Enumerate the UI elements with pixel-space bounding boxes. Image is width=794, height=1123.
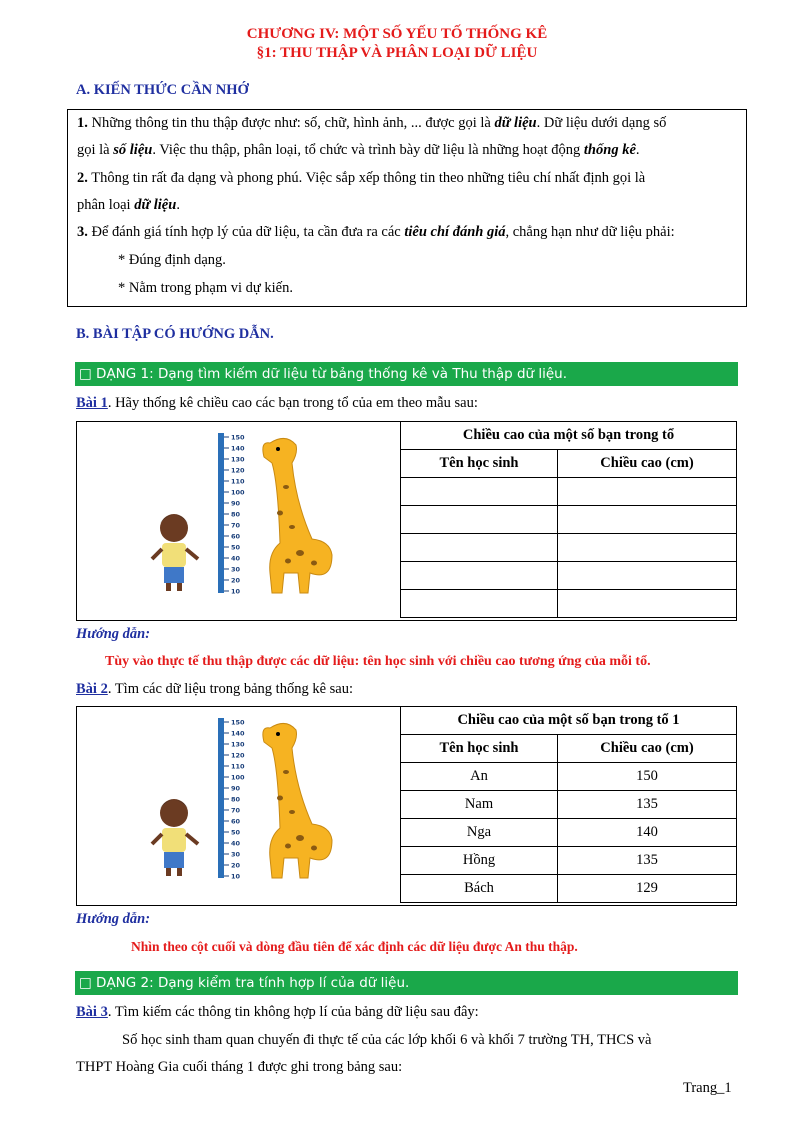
student-name: Nga [401, 819, 558, 847]
column-header-name: Tên học sinh [401, 450, 558, 478]
ruler-tick-label: 30 [231, 565, 241, 574]
criterion-range: * Nằm trong phạm vi dự kiến. [118, 280, 293, 296]
empty-cell[interactable] [558, 562, 737, 590]
ruler-tick-label: 20 [231, 576, 241, 585]
measuring-ruler [218, 718, 245, 881]
guide-1-label: Hướng dẫn: [76, 626, 151, 642]
empty-cell[interactable] [558, 506, 737, 534]
ruler-tick-label: 140 [231, 729, 245, 738]
ruler-tick-label: 120 [231, 751, 245, 760]
guide-2-text: Nhìn theo cột cuối và dòng đầu tiên để xác định các dữ liệu được An thu thập. [131, 939, 578, 954]
text-run: phân loại [77, 197, 135, 213]
text-run: , chẳng hạn như dữ liệu phải: [505, 224, 675, 240]
page-number: Trang_1 [683, 1080, 732, 1096]
student-name: Nam [401, 791, 558, 819]
column-header-height: Chiều cao (cm) [558, 450, 737, 478]
exercise-2-text: . Tìm các dữ liệu trong bảng thống kê sau: [107, 681, 354, 697]
ruler-tick-label: 30 [231, 850, 241, 859]
table-title: Chiều cao của một số bạn trong tổ 1 [401, 707, 737, 735]
type-2-banner: □ DẠNG 2: Dạng kiểm tra tính hợp lí của dữ liệu. [75, 971, 738, 995]
ruler-tick-label: 110 [231, 477, 245, 486]
knowledge-box [67, 109, 747, 307]
ruler-tick-label: 10 [231, 872, 241, 881]
empty-cell[interactable] [401, 478, 558, 506]
height-chart-illustration [100, 423, 376, 609]
ruler-tick-label: 10 [231, 587, 241, 596]
ruler-tick-label: 120 [231, 466, 245, 475]
chapter-title: CHƯƠNG IV: MỘT SỐ YẾU TỐ THỐNG KÊ [246, 26, 548, 42]
lesson-title: §1: THU THẬP VÀ PHÂN LOẠI DỮ LIỆU [256, 45, 538, 61]
ruler-tick-label: 100 [231, 488, 245, 497]
term-tieu-chi: tiêu chí đánh giá [404, 224, 506, 240]
giraffe-illustration [263, 438, 332, 593]
exercise-2-label: Bài 2 [76, 681, 108, 697]
text-run: . Dữ liệu dưới dạng số [536, 115, 667, 131]
ruler-tick-label: 50 [231, 543, 241, 552]
table-row [401, 562, 737, 590]
exercise-3-label: Bài 3 [76, 1004, 108, 1020]
exercise-3-paragraph-2: THPT Hoàng Gia cuối tháng 1 được ghi trong bảng sau: [76, 1059, 403, 1075]
guide-2-label: Hướng dẫn: [76, 911, 151, 927]
ruler-tick-label: 60 [231, 532, 241, 541]
ruler-tick-label: 40 [231, 554, 241, 563]
table-row [401, 875, 737, 903]
table-row [401, 590, 737, 618]
column-header-name: Tên học sinh [401, 735, 558, 763]
ruler-tick-label: 130 [231, 740, 245, 749]
height-chart-illustration [100, 708, 376, 894]
term-du-lieu: dữ liệu [494, 115, 537, 131]
student-name: Hồng [401, 847, 558, 875]
student-height: 140 [558, 819, 737, 847]
exercise-1-label: Bài 1 [76, 395, 108, 411]
ruler-tick-label: 150 [231, 718, 245, 727]
student-height: 150 [558, 763, 737, 791]
table-row [401, 506, 737, 534]
table-title: Chiều cao của một số bạn trong tổ [401, 422, 737, 450]
boy-illustration [152, 799, 198, 876]
term-thong-ke: thống kê [583, 142, 636, 158]
measuring-ruler [218, 433, 245, 596]
exercise-1-table [400, 421, 737, 618]
student-height: 135 [558, 847, 737, 875]
ruler-tick-label: 60 [231, 817, 241, 826]
ruler-tick-label: 20 [231, 861, 241, 870]
ruler-tick-label: 70 [231, 806, 241, 815]
item-number: 3. [77, 224, 88, 240]
empty-cell[interactable] [401, 590, 558, 618]
student-height: 135 [558, 791, 737, 819]
ruler-tick-label: 80 [231, 795, 241, 804]
knowledge-line-3 [77, 169, 645, 187]
term-du-lieu: dữ liệu [134, 197, 177, 213]
table-row [401, 847, 737, 875]
table-row [401, 534, 737, 562]
knowledge-line-1 [77, 114, 666, 132]
empty-cell[interactable] [558, 590, 737, 618]
empty-cell[interactable] [401, 562, 558, 590]
exercise-3-prompt [76, 1004, 479, 1021]
ruler-tick-label: 110 [231, 762, 245, 771]
item-number: 2. [77, 170, 88, 186]
ruler-tick-label: 70 [231, 521, 241, 530]
exercise-2-table [400, 706, 737, 903]
ruler-tick-label: 100 [231, 773, 245, 782]
ruler-tick-label: 130 [231, 455, 245, 464]
text-run: Thông tin rất đa dạng và phong phú. Việc sắp xếp thông tin theo những tiêu chí nhất định gọi là [87, 170, 646, 186]
guide-1-text: Tùy vào thực tế thu thập được các dữ liệu: tên học sinh với chiều cao tương ứng của mỗi tổ. [105, 654, 651, 669]
section-a-heading: A. KIẾN THỨC CẦN NHỚ [76, 82, 249, 98]
text-run: gọi là [77, 142, 114, 158]
text-run: . [635, 142, 640, 158]
table-row [401, 763, 737, 791]
exercise-2-prompt [76, 681, 353, 698]
exercise-3-text: . Tìm kiếm các thông tin không hợp lí của bảng dữ liệu sau đây: [107, 1004, 479, 1020]
table-row [401, 819, 737, 847]
knowledge-line-2 [77, 141, 640, 159]
student-name: An [401, 763, 558, 791]
ruler-tick-label: 90 [231, 499, 241, 508]
giraffe-illustration [263, 723, 332, 878]
empty-cell[interactable] [558, 478, 737, 506]
student-height: 129 [558, 875, 737, 903]
table-row [401, 791, 737, 819]
text-run: . Việc thu thập, phân loại, tổ chức và trình bày dữ liệu là những hoạt động [152, 142, 584, 158]
item-number: 1. [77, 115, 88, 131]
ruler-tick-label: 80 [231, 510, 241, 519]
type-1-banner: □ DẠNG 1: Dạng tìm kiếm dữ liệu từ bảng thống kê và Thu thập dữ liệu. [75, 362, 738, 386]
table-row [401, 478, 737, 506]
column-header-height: Chiều cao (cm) [558, 735, 737, 763]
exercise-1-text: . Hãy thống kê chiều cao các bạn trong tổ của em theo mẫu sau: [107, 395, 478, 411]
exercise-3-paragraph-1: Số học sinh tham quan chuyến đi thực tế của các lớp khối 6 và khối 7 trường TH, THCS và [122, 1032, 652, 1048]
term-so-lieu: số liệu [113, 142, 153, 158]
text-run: . [176, 197, 180, 213]
criterion-format: * Đúng định dạng. [118, 252, 226, 268]
knowledge-line-5 [77, 223, 675, 241]
ruler-tick-label: 50 [231, 828, 241, 837]
text-run: Để đánh giá tính hợp lý của dữ liệu, ta cần đưa ra các [87, 224, 405, 240]
student-name: Bách [401, 875, 558, 903]
knowledge-line-4 [77, 196, 180, 214]
ruler-tick-label: 90 [231, 784, 241, 793]
ruler-tick-label: 40 [231, 839, 241, 848]
section-b-heading: B. BÀI TẬP CÓ HƯỚNG DẪN. [76, 326, 274, 342]
ruler-tick-label: 150 [231, 433, 245, 442]
text-run: Những thông tin thu thập được như: số, chữ, hình ảnh, ... được gọi là [87, 115, 495, 131]
exercise-1-prompt [76, 395, 478, 412]
ruler-tick-label: 140 [231, 444, 245, 453]
empty-cell[interactable] [558, 534, 737, 562]
empty-cell[interactable] [401, 534, 558, 562]
boy-illustration [152, 514, 198, 591]
empty-cell[interactable] [401, 506, 558, 534]
